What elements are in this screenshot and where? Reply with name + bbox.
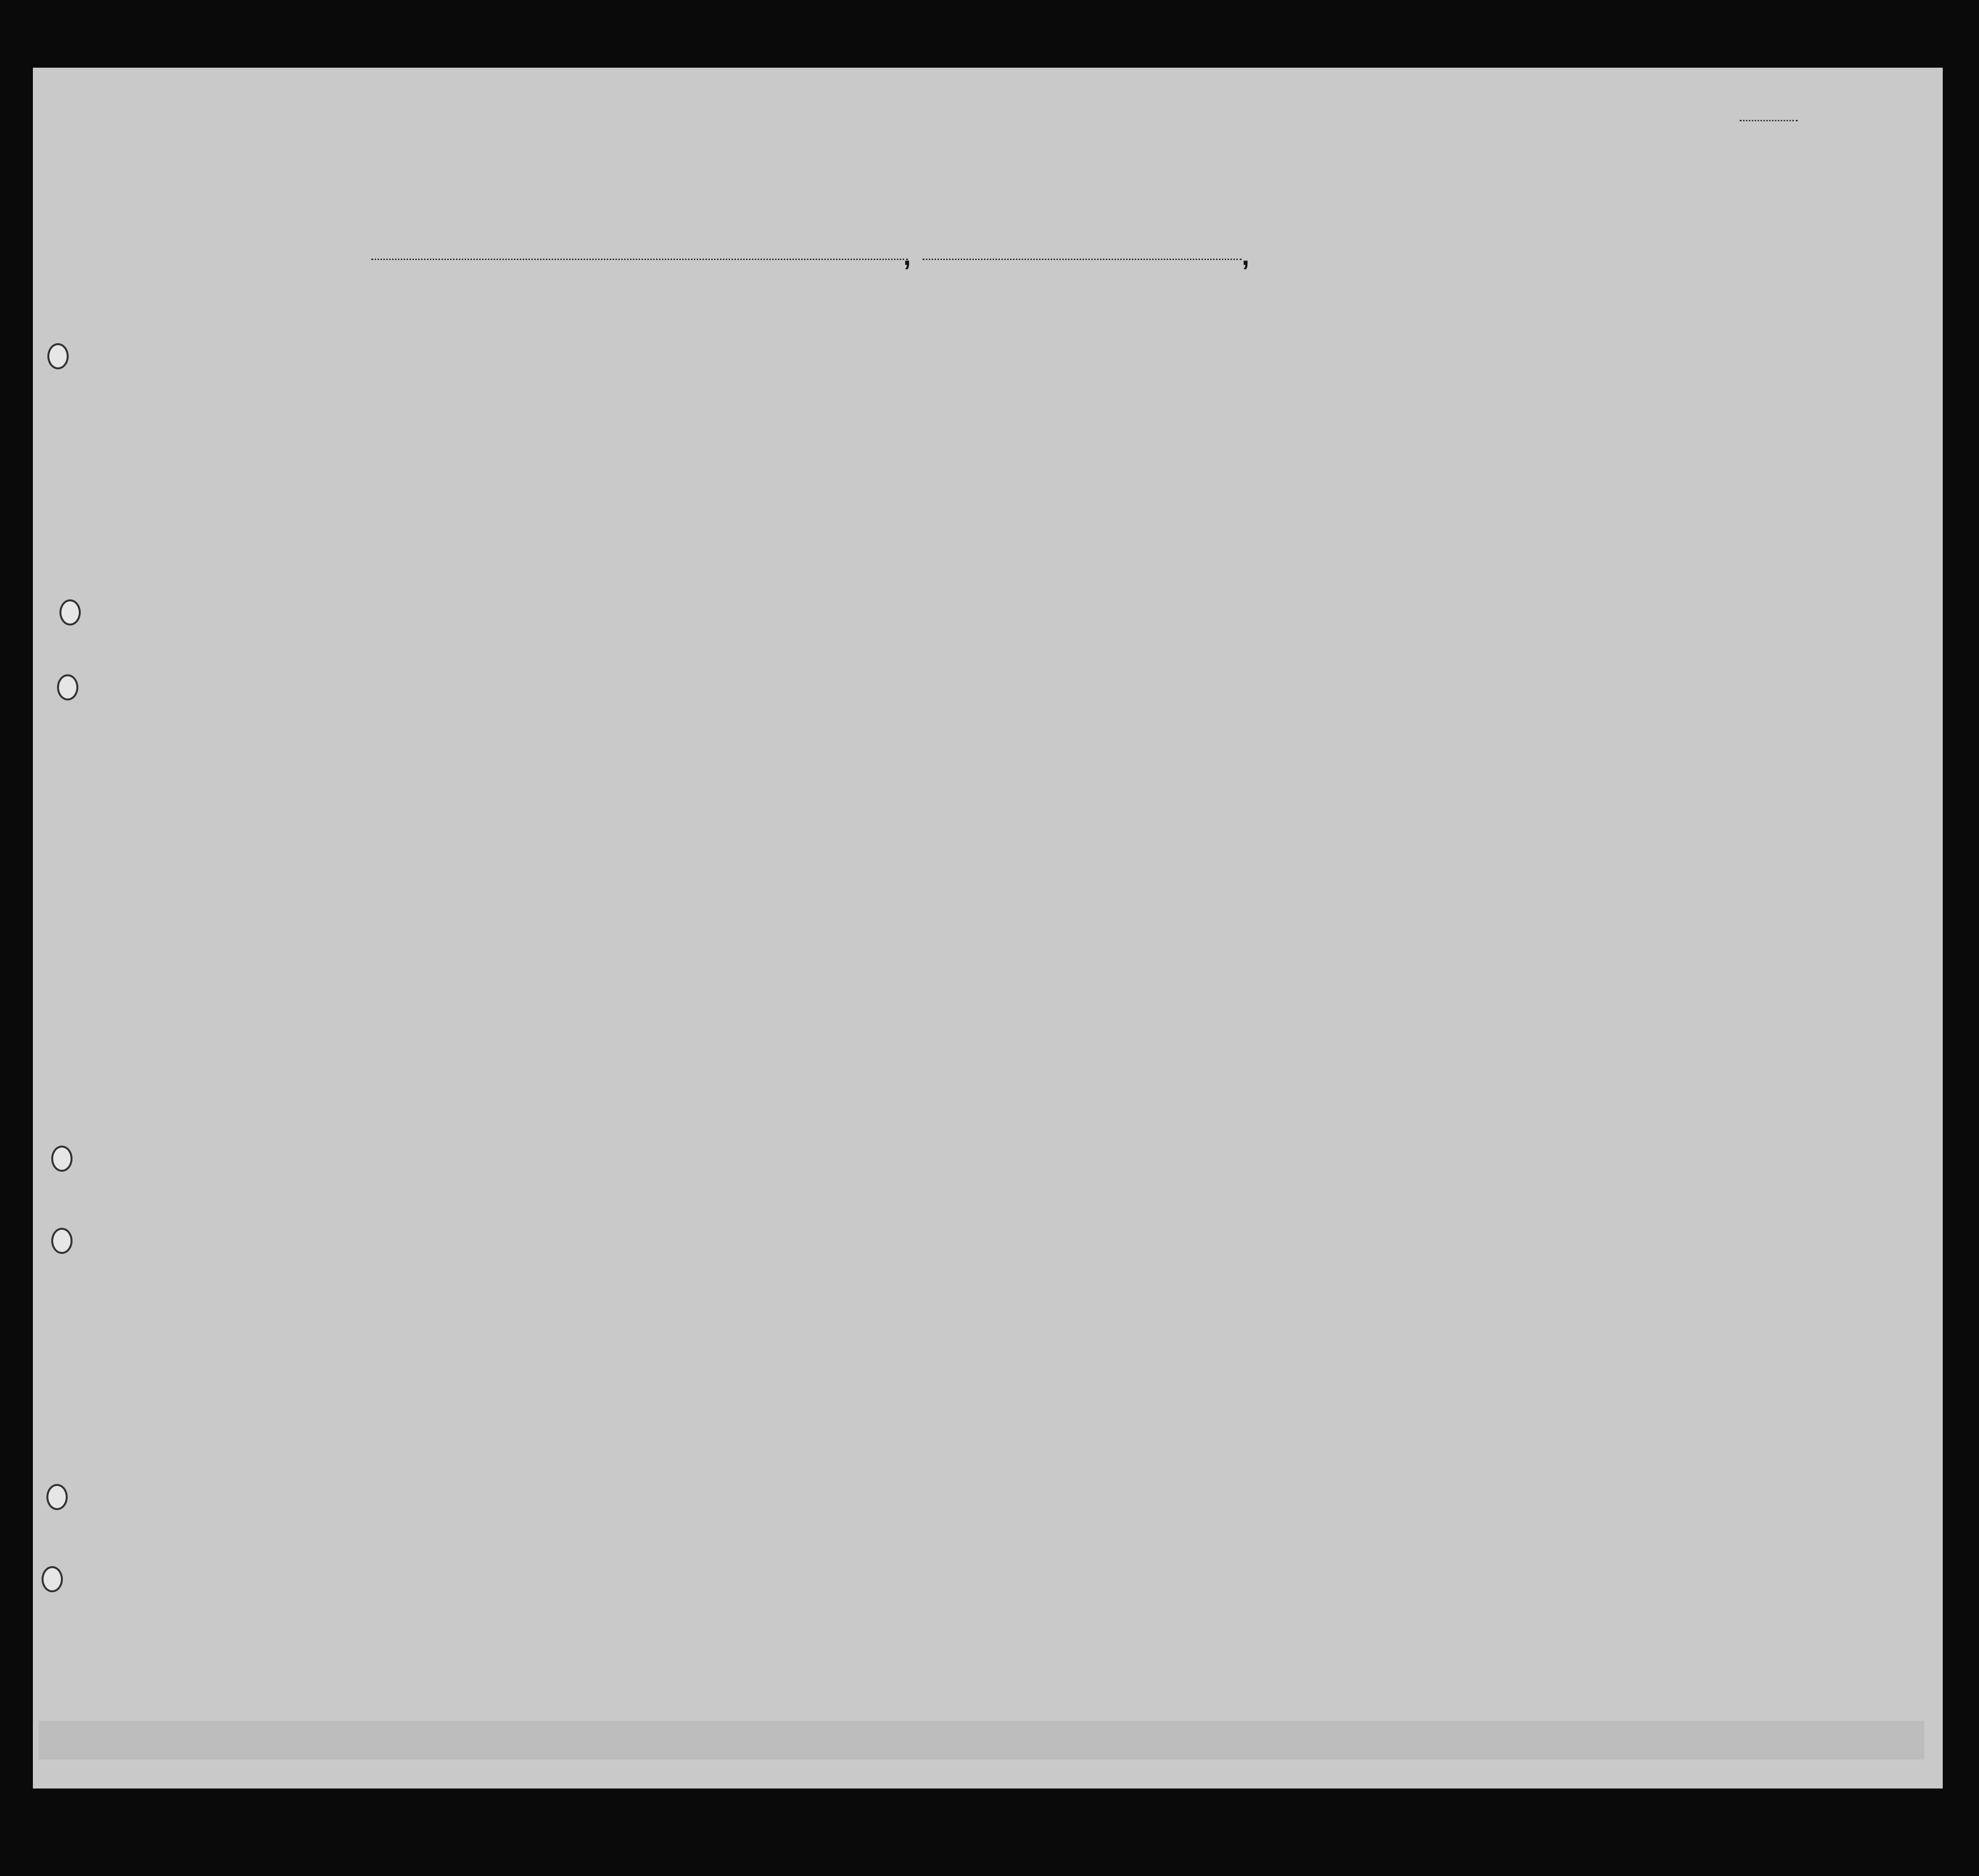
binding-hole: [51, 1228, 73, 1254]
header-anarchist: [1288, 321, 1307, 481]
header-money: [689, 321, 718, 481]
binding-hole: [46, 1484, 68, 1510]
port-dotted-line: [371, 259, 908, 260]
header-deported: [1406, 321, 1435, 481]
header-polygamist: [1256, 321, 1275, 481]
list-dotted-line: [1740, 120, 1798, 121]
header-citizen: [1186, 336, 1220, 481]
header-contract: [1360, 321, 1394, 481]
header-feet: [1575, 406, 1590, 479]
header-inches: [1597, 406, 1612, 479]
binding-hole: [51, 1146, 73, 1172]
header-prison: [1217, 321, 1246, 481]
comma: ,: [1242, 240, 1250, 271]
manifest-page: [33, 68, 1943, 1789]
header-length-of-time: [1145, 336, 1179, 481]
comma: ,: [903, 240, 911, 271]
binding-hole: [57, 674, 78, 700]
binding-hole: [47, 343, 69, 369]
date-dotted-line: [923, 259, 1242, 260]
binding-hole: [59, 599, 81, 625]
underlying-page-strip: [39, 1721, 1924, 1760]
header-purpose-return: [1101, 336, 1140, 481]
header-overthrow: [1314, 321, 1348, 481]
header-ticket: [572, 324, 596, 479]
binding-hole: [42, 1566, 63, 1592]
